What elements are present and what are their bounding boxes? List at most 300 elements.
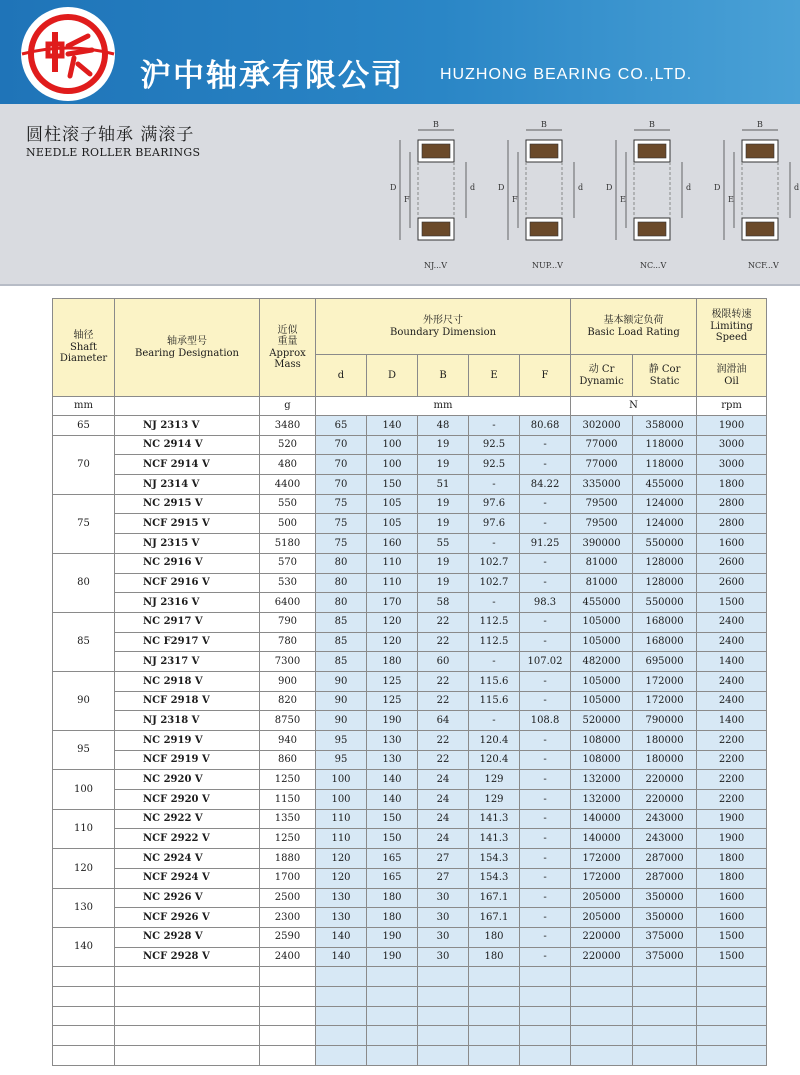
value-cell: 55 — [418, 534, 469, 554]
value-cell: - — [469, 652, 520, 672]
empty-cell — [115, 986, 260, 1006]
mass-cell: 860 — [260, 750, 316, 770]
empty-cell — [469, 986, 520, 1006]
diagram-caption: NJ...V — [424, 261, 447, 270]
value-cell: 27 — [418, 849, 469, 869]
value-cell: 120 — [367, 612, 418, 632]
value-cell: 27 — [418, 868, 469, 888]
unit-dim: mm — [316, 397, 571, 416]
mass-cell: 1250 — [260, 829, 316, 849]
value-cell: - — [520, 573, 571, 593]
value-cell: 140 — [316, 927, 367, 947]
value-cell: 102.7 — [469, 573, 520, 593]
mass-cell: 3480 — [260, 416, 316, 436]
value-cell: 84.22 — [520, 475, 571, 495]
designation-cell: NJ 2314 V — [115, 475, 260, 495]
empty-cell — [260, 1046, 316, 1066]
value-cell: 1900 — [697, 829, 767, 849]
value-cell: 118000 — [633, 455, 697, 475]
value-cell: 190 — [367, 947, 418, 967]
dimension-header: 外形尺寸 Boundary Dimension — [316, 299, 571, 355]
value-cell: 375000 — [633, 927, 697, 947]
value-cell: 1900 — [697, 416, 767, 436]
value-cell: 95 — [316, 731, 367, 751]
diagram-caption: NC...V — [640, 261, 667, 270]
shaft-diameter-cell: 70 — [53, 435, 115, 494]
value-cell: - — [520, 691, 571, 711]
table-row — [53, 612, 767, 632]
value-cell: 110 — [316, 809, 367, 829]
value-cell: 170 — [367, 593, 418, 613]
empty-cell — [260, 986, 316, 1006]
value-cell: 168000 — [633, 632, 697, 652]
table-row — [53, 770, 767, 790]
value-cell: 1600 — [697, 534, 767, 554]
dim-B-label: B — [541, 120, 547, 129]
speed-header: 极限转速 Limiting Speed — [697, 299, 767, 355]
value-cell: 520000 — [571, 711, 633, 731]
value-cell: 140 — [367, 790, 418, 810]
designation-cell: NC 2922 V — [115, 809, 260, 829]
designation-cell: NCF 2916 V — [115, 573, 260, 593]
value-cell: 24 — [418, 770, 469, 790]
table-row — [53, 593, 767, 613]
value-cell: 102.7 — [469, 553, 520, 573]
mass-cell: 550 — [260, 494, 316, 514]
dim-d-label: d — [578, 183, 584, 192]
mass-cell: 7300 — [260, 652, 316, 672]
value-cell: 124000 — [633, 494, 697, 514]
table-row — [53, 494, 767, 514]
mass-cell: 500 — [260, 514, 316, 534]
value-cell: 2400 — [697, 671, 767, 691]
value-cell: 1800 — [697, 849, 767, 869]
value-cell: 30 — [418, 927, 469, 947]
col-cor: 静 Cor Static — [633, 355, 697, 397]
table-row — [53, 475, 767, 495]
value-cell: - — [520, 455, 571, 475]
value-cell: 118000 — [633, 435, 697, 455]
value-cell: 140000 — [571, 829, 633, 849]
value-cell: 22 — [418, 731, 469, 751]
value-cell: 110 — [316, 829, 367, 849]
value-cell: - — [520, 790, 571, 810]
value-cell: 132000 — [571, 790, 633, 810]
value-cell: 22 — [418, 671, 469, 691]
value-cell: 130 — [316, 908, 367, 928]
designation-cell: NJ 2317 V — [115, 652, 260, 672]
value-cell: 1900 — [697, 809, 767, 829]
designation-cell: NC 2918 V — [115, 671, 260, 691]
value-cell: 19 — [418, 435, 469, 455]
value-cell: 120.4 — [469, 750, 520, 770]
col-F: F — [520, 355, 571, 397]
empty-cell — [697, 1046, 767, 1066]
mass-cell: 820 — [260, 691, 316, 711]
roller-top — [530, 144, 558, 158]
value-cell: 1600 — [697, 908, 767, 928]
value-cell: 70 — [316, 455, 367, 475]
designation-cell: NC 2928 V — [115, 927, 260, 947]
value-cell: 85 — [316, 652, 367, 672]
shaft-diameter-cell: 80 — [53, 553, 115, 612]
value-cell: 2400 — [697, 612, 767, 632]
mass-cell: 5180 — [260, 534, 316, 554]
empty-cell — [115, 1006, 260, 1026]
value-cell: 190 — [367, 927, 418, 947]
value-cell: 24 — [418, 829, 469, 849]
empty-cell — [633, 1046, 697, 1066]
value-cell: 110 — [367, 573, 418, 593]
empty-cell — [633, 1006, 697, 1026]
product-title-en: NEEDLE ROLLER BEARINGS — [26, 146, 201, 159]
band-divider — [0, 284, 800, 286]
empty-row — [53, 967, 767, 987]
value-cell: 141.3 — [469, 809, 520, 829]
value-cell: 112.5 — [469, 612, 520, 632]
value-cell: 100 — [367, 435, 418, 455]
dim-FE-label: E — [620, 195, 626, 204]
value-cell: 95 — [316, 750, 367, 770]
value-cell: 2200 — [697, 750, 767, 770]
designation-cell: NCF 2924 V — [115, 868, 260, 888]
value-cell: 150 — [367, 829, 418, 849]
value-cell: 132000 — [571, 770, 633, 790]
value-cell: 1800 — [697, 868, 767, 888]
value-cell: 1800 — [697, 475, 767, 495]
value-cell: 110 — [367, 553, 418, 573]
value-cell: 81000 — [571, 573, 633, 593]
value-cell: 220000 — [571, 927, 633, 947]
value-cell: 22 — [418, 691, 469, 711]
value-cell: 120 — [316, 868, 367, 888]
value-cell: 30 — [418, 947, 469, 967]
roller-bottom — [530, 222, 558, 236]
value-cell: 358000 — [633, 416, 697, 436]
value-cell: 75 — [316, 534, 367, 554]
table-row — [53, 750, 767, 770]
designation-cell: NC 2914 V — [115, 435, 260, 455]
mass-cell: 1350 — [260, 809, 316, 829]
value-cell: 302000 — [571, 416, 633, 436]
empty-cell — [697, 986, 767, 1006]
designation-cell: NCF 2918 V — [115, 691, 260, 711]
designation-cell: NCF 2914 V — [115, 455, 260, 475]
dim-D-label: D — [714, 183, 721, 192]
value-cell: 165 — [367, 849, 418, 869]
empty-cell — [53, 1026, 115, 1046]
value-cell: - — [520, 514, 571, 534]
value-cell: 1400 — [697, 652, 767, 672]
table-row — [53, 573, 767, 593]
value-cell: - — [520, 770, 571, 790]
designation-cell: NCF 2915 V — [115, 514, 260, 534]
value-cell: 287000 — [633, 849, 697, 869]
value-cell: 128000 — [633, 573, 697, 593]
dim-B-label: B — [649, 120, 655, 129]
value-cell: 165 — [367, 868, 418, 888]
value-cell: 390000 — [571, 534, 633, 554]
value-cell: 19 — [418, 573, 469, 593]
empty-cell — [520, 1006, 571, 1026]
mass-cell: 1150 — [260, 790, 316, 810]
empty-cell — [316, 967, 367, 987]
designation-cell: NCF 2928 V — [115, 947, 260, 967]
col-B: B — [418, 355, 469, 397]
value-cell: 2600 — [697, 553, 767, 573]
value-cell: 2800 — [697, 514, 767, 534]
value-cell: 150 — [367, 475, 418, 495]
value-cell: 97.6 — [469, 514, 520, 534]
value-cell: 2400 — [697, 691, 767, 711]
dim-D-label: D — [606, 183, 613, 192]
col-oil: 润滑油 Oil — [697, 355, 767, 397]
value-cell: 92.5 — [469, 455, 520, 475]
value-cell: 482000 — [571, 652, 633, 672]
value-cell: 90 — [316, 671, 367, 691]
empty-cell — [571, 967, 633, 987]
value-cell: 180000 — [633, 750, 697, 770]
header-banner — [0, 0, 800, 104]
value-cell: 180 — [367, 908, 418, 928]
value-cell: 81000 — [571, 553, 633, 573]
value-cell: - — [520, 612, 571, 632]
shaft-diameter-cell: 110 — [53, 809, 115, 848]
shaft-diameter-cell: 120 — [53, 849, 115, 888]
value-cell: 220000 — [633, 790, 697, 810]
unit-speed: rpm — [697, 397, 767, 416]
mass-cell: 1700 — [260, 868, 316, 888]
value-cell: 243000 — [633, 809, 697, 829]
value-cell: 22 — [418, 750, 469, 770]
value-cell: - — [520, 868, 571, 888]
value-cell: 3000 — [697, 455, 767, 475]
value-cell: 24 — [418, 809, 469, 829]
value-cell: 125 — [367, 691, 418, 711]
company-logo — [18, 4, 118, 104]
value-cell: - — [520, 731, 571, 751]
value-cell: 65 — [316, 416, 367, 436]
dim-D-label: D — [498, 183, 505, 192]
value-cell: 205000 — [571, 888, 633, 908]
empty-cell — [520, 1026, 571, 1046]
empty-cell — [367, 967, 418, 987]
empty-cell — [367, 1026, 418, 1046]
value-cell: 243000 — [633, 829, 697, 849]
mass-cell: 2400 — [260, 947, 316, 967]
value-cell: 105000 — [571, 632, 633, 652]
value-cell: 70 — [316, 475, 367, 495]
col-E: E — [469, 355, 520, 397]
col-cr: 动 Cr Dynamic — [571, 355, 633, 397]
table-row — [53, 514, 767, 534]
value-cell: 172000 — [571, 849, 633, 869]
value-cell: - — [469, 416, 520, 436]
value-cell: 140 — [367, 770, 418, 790]
value-cell: 108000 — [571, 731, 633, 751]
table-row — [53, 416, 767, 436]
empty-cell — [469, 1046, 520, 1066]
value-cell: 129 — [469, 790, 520, 810]
unit-blank — [115, 397, 260, 416]
value-cell: 48 — [418, 416, 469, 436]
empty-cell — [316, 1046, 367, 1066]
value-cell: 2200 — [697, 770, 767, 790]
table-row — [53, 888, 767, 908]
value-cell: 3000 — [697, 435, 767, 455]
empty-cell — [697, 1026, 767, 1046]
designation-cell: NJ 2313 V — [115, 416, 260, 436]
value-cell: 75 — [316, 514, 367, 534]
value-cell: 30 — [418, 908, 469, 928]
value-cell: 105000 — [571, 612, 633, 632]
designation-cell: NCF 2922 V — [115, 829, 260, 849]
value-cell: 107.02 — [520, 652, 571, 672]
shaft-diameter-cell: 65 — [53, 416, 115, 436]
value-cell: 2200 — [697, 790, 767, 810]
value-cell: 100 — [316, 770, 367, 790]
value-cell: - — [520, 809, 571, 829]
value-cell: 350000 — [633, 888, 697, 908]
value-cell: - — [520, 888, 571, 908]
value-cell: 550000 — [633, 534, 697, 554]
empty-cell — [469, 967, 520, 987]
diagram-caption: NUP...V — [532, 261, 563, 270]
empty-cell — [418, 1046, 469, 1066]
mass-header: 近似 重量 Approx Mass — [260, 299, 316, 397]
value-cell: 140 — [367, 416, 418, 436]
value-cell: 100 — [316, 790, 367, 810]
value-cell: - — [520, 632, 571, 652]
empty-cell — [316, 986, 367, 1006]
value-cell: 140 — [316, 947, 367, 967]
shaft-diameter-cell: 85 — [53, 612, 115, 671]
unit-shaft: mm — [53, 397, 115, 416]
empty-cell — [633, 1026, 697, 1046]
table-row — [53, 652, 767, 672]
empty-cell — [53, 1046, 115, 1066]
value-cell: 105 — [367, 514, 418, 534]
mass-cell: 2300 — [260, 908, 316, 928]
value-cell: 1400 — [697, 711, 767, 731]
value-cell: 160 — [367, 534, 418, 554]
shaft-diameter-cell: 100 — [53, 770, 115, 809]
table-row — [53, 829, 767, 849]
mass-cell: 1250 — [260, 770, 316, 790]
table-row — [53, 790, 767, 810]
mass-cell: 530 — [260, 573, 316, 593]
designation-cell: NC 2926 V — [115, 888, 260, 908]
value-cell: 180 — [469, 947, 520, 967]
value-cell: 51 — [418, 475, 469, 495]
value-cell: - — [520, 849, 571, 869]
value-cell: 85 — [316, 612, 367, 632]
value-cell: 1500 — [697, 947, 767, 967]
value-cell: 172000 — [571, 868, 633, 888]
table-row — [53, 435, 767, 455]
value-cell: 1600 — [697, 888, 767, 908]
designation-cell: NC 2915 V — [115, 494, 260, 514]
designation-cell: NC F2917 V — [115, 632, 260, 652]
shaft-diameter-cell: 130 — [53, 888, 115, 927]
value-cell: 19 — [418, 553, 469, 573]
value-cell: 79500 — [571, 514, 633, 534]
value-cell: 790000 — [633, 711, 697, 731]
value-cell: 77000 — [571, 455, 633, 475]
value-cell: 120 — [367, 632, 418, 652]
empty-cell — [697, 967, 767, 987]
empty-cell — [418, 1006, 469, 1026]
value-cell: 85 — [316, 632, 367, 652]
empty-cell — [367, 1006, 418, 1026]
designation-cell: NJ 2316 V — [115, 593, 260, 613]
empty-cell — [115, 967, 260, 987]
unit-mass: g — [260, 397, 316, 416]
empty-cell — [520, 1046, 571, 1066]
mass-cell: 480 — [260, 455, 316, 475]
value-cell: 550000 — [633, 593, 697, 613]
value-cell: 58 — [418, 593, 469, 613]
value-cell: 180 — [469, 927, 520, 947]
empty-cell — [53, 967, 115, 987]
company-name-cn: 沪中轴承有限公司 — [140, 58, 404, 94]
value-cell: 154.3 — [469, 868, 520, 888]
value-cell: 97.6 — [469, 494, 520, 514]
table-row — [53, 908, 767, 928]
empty-cell — [571, 1006, 633, 1026]
value-cell: 108.8 — [520, 711, 571, 731]
shaft-diameter-cell: 75 — [53, 494, 115, 553]
designation-cell: NJ 2318 V — [115, 711, 260, 731]
value-cell: 108000 — [571, 750, 633, 770]
value-cell: 79500 — [571, 494, 633, 514]
value-cell: 150 — [367, 809, 418, 829]
dim-FE-label: E — [728, 195, 734, 204]
value-cell: 2600 — [697, 573, 767, 593]
roller-bottom — [422, 222, 450, 236]
dim-B-label: B — [433, 120, 439, 129]
value-cell: 98.3 — [520, 593, 571, 613]
empty-cell — [697, 1006, 767, 1026]
value-cell: - — [469, 534, 520, 554]
value-cell: - — [520, 553, 571, 573]
value-cell: 167.1 — [469, 908, 520, 928]
value-cell: - — [469, 593, 520, 613]
value-cell: 2200 — [697, 731, 767, 751]
value-cell: 22 — [418, 612, 469, 632]
value-cell: 124000 — [633, 514, 697, 534]
shaft-diameter-cell: 90 — [53, 671, 115, 730]
value-cell: 100 — [367, 455, 418, 475]
company-name-en: HUZHONG BEARING CO.,LTD. — [440, 66, 693, 83]
mass-cell: 8750 — [260, 711, 316, 731]
value-cell: 695000 — [633, 652, 697, 672]
header-row-1 — [53, 299, 767, 355]
value-cell: 112.5 — [469, 632, 520, 652]
designation-cell: NC 2919 V — [115, 731, 260, 751]
value-cell: 120.4 — [469, 731, 520, 751]
designation-cell: NCF 2920 V — [115, 790, 260, 810]
value-cell: - — [520, 927, 571, 947]
units-row — [53, 397, 767, 416]
mass-cell: 900 — [260, 671, 316, 691]
value-cell: 1500 — [697, 927, 767, 947]
roller-top — [746, 144, 774, 158]
empty-cell — [367, 1046, 418, 1066]
value-cell: 167.1 — [469, 888, 520, 908]
value-cell: - — [520, 494, 571, 514]
table-row — [53, 534, 767, 554]
